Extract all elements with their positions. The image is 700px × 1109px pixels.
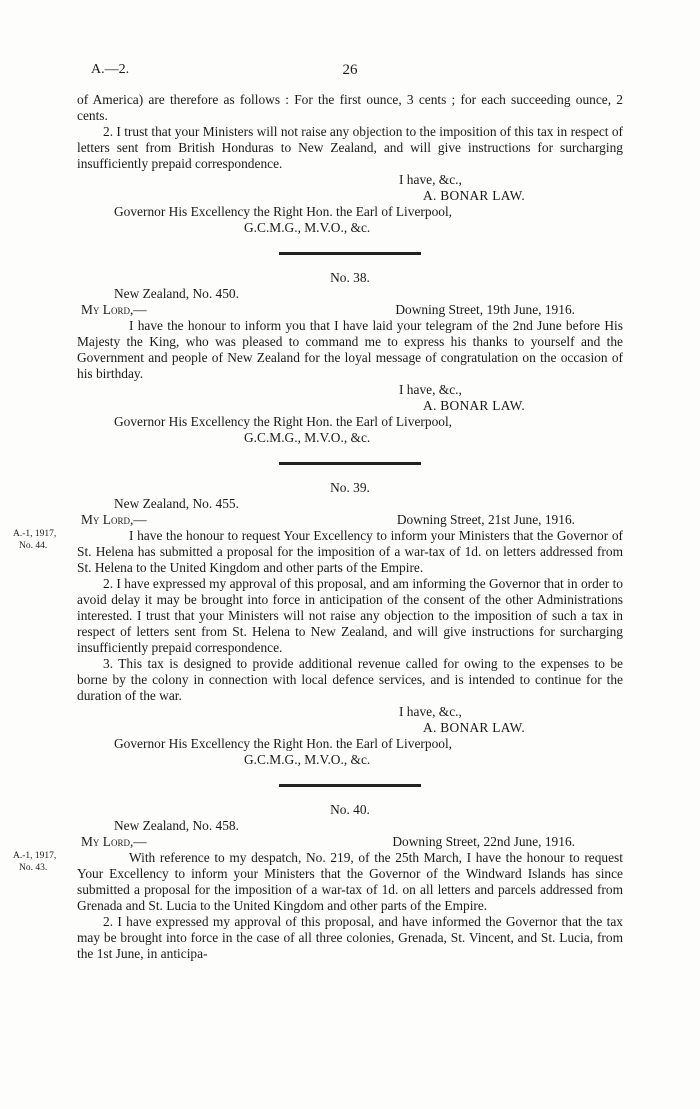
margin-note: A.-1, 1917, No. 44.: [13, 529, 57, 551]
address-line: G.C.M.G., M.V.O., &c.: [244, 430, 371, 445]
address-line: G.C.M.G., M.V.O., &c.: [244, 752, 371, 767]
place-date: Downing Street, 19th June, 1916.: [395, 302, 575, 317]
letter-no-40: [13, 802, 623, 962]
salutation-row: [77, 302, 623, 318]
address-line: Governor His Excellency the Right Hon. the Earl of Liverpool,: [114, 736, 453, 751]
section-divider: [279, 252, 421, 255]
place-date: Downing Street, 21st June, 1916.: [396, 512, 575, 527]
closing: I have, &c.,: [399, 382, 462, 397]
paragraph: With reference to my despatch, No. 219, of the 25th March, I have the honour to request Your Excellency to inform your Ministers that the Governor of the Windward Islands has since submitted a proposal for the imposition of a war-tax of 1d. on all letters and parcels addressed from Grenada and St. Lucia to the United Kingdom and other parts of the Empire.: [77, 850, 623, 913]
address-line: Governor His Excellency the Right Hon. the Earl of Liverpool,: [114, 204, 453, 219]
page-header-reference: A.—2.: [91, 62, 130, 77]
salutation: My Lord,—: [81, 512, 147, 527]
salutation-row: [77, 834, 623, 850]
closing: I have, &c.,: [399, 704, 462, 719]
signature: A. BONAR LAW.: [423, 188, 526, 203]
salutation: My Lord,—: [81, 302, 147, 317]
address-line: Governor His Excellency the Right Hon. the Earl of Liverpool,: [114, 414, 453, 429]
paragraph: I have the honour to request Your Excellency to inform your Ministers that the Governor of St. Helena has submitted a proposal for the imposition of a war-tax of 1d. on letters addressed from St. Helena to the United Kingdom and other parts of the Empire.: [77, 528, 623, 575]
signature: A. BONAR LAW.: [423, 398, 526, 413]
closing: I have, &c.,: [399, 172, 462, 187]
paragraph: 2. I have expressed my approval of this proposal, and am informing the Governor that in order to avoid delay it may be brought into force in anticipation of the consent of the other Administrations interested. I trust that your Ministers will not raise any objection to the imposition of such a tax in respect of letters sent from St. Helena to New Zealand, and will give instructions for surcharging insufficiently prepaid correspondence.: [77, 576, 623, 655]
letter-no-38: [77, 270, 623, 446]
paragraph: 2. I have expressed my approval of this proposal, and have informed the Governor that the tax may be brought into force in the case of all three colonies, Grenada, St. Vincent, and St. Lucia, from the 1st June, in anticipa-: [77, 914, 623, 961]
address-line: G.C.M.G., M.V.O., &c.: [244, 220, 371, 235]
letter-no-39: [13, 480, 623, 768]
letter-continuation: [77, 92, 623, 236]
page-number: 26: [342, 62, 358, 78]
letter-number: No. 39.: [330, 480, 370, 495]
paragraph: of America) are therefore as follows : For the first ounce, 3 cents ; for each succeeding ounce, 2 cents.: [77, 92, 623, 123]
page-body: [13, 92, 623, 962]
letter-reference: New Zealand, No. 458.: [114, 818, 239, 833]
signature: A. BONAR LAW.: [423, 720, 526, 735]
letter-reference: New Zealand, No. 450.: [114, 286, 239, 301]
letter-reference: New Zealand, No. 455.: [114, 496, 239, 511]
place-date: Downing Street, 22nd June, 1916.: [392, 834, 575, 849]
salutation-row: [77, 512, 623, 528]
margin-note: A.-1, 1917, No. 43.: [13, 851, 57, 873]
letter-number: No. 38.: [330, 270, 370, 285]
letter-number: No. 40.: [330, 802, 370, 817]
section-divider: [279, 784, 421, 787]
paragraph: I have the honour to inform you that I have laid your telegram of the 2nd June before His Majesty the King, who was pleased to command me to express his thanks to yourself and the Government and people of New Zealand for the loyal message of congratulation on the occasion of his birthday.: [77, 318, 623, 381]
salutation: My Lord,—: [81, 834, 147, 849]
paragraph: 3. This tax is designed to provide additional revenue called for owing to the expenses to be borne by the colony in connection with local defence services, and is intended to continue for the duration of the war.: [77, 656, 623, 703]
section-divider: [279, 462, 421, 465]
paragraph: 2. I trust that your Ministers will not raise any objection to the imposition of this tax in respect of letters sent from British Honduras to New Zealand, and will give instructions for surcharging insufficiently prepaid correspondence.: [77, 124, 623, 171]
